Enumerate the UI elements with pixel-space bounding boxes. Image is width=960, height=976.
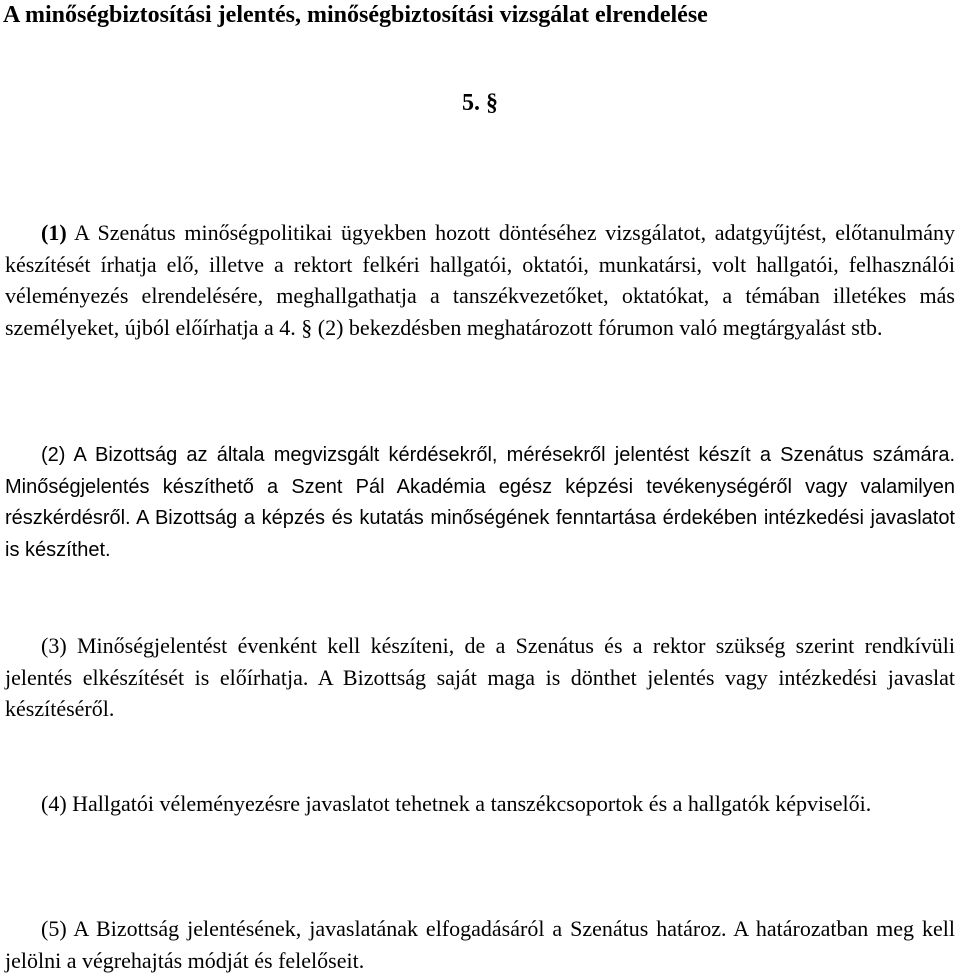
paragraph-number: (2) <box>41 444 66 466</box>
paragraph-number: (4) <box>41 791 67 816</box>
paragraph-2 <box>5 440 955 566</box>
section-heading: 5. § <box>462 90 498 116</box>
paragraph-number: (3) <box>41 633 67 658</box>
paragraph-text: A Bizottság az általa megvizsgált kérdésekről, mérésekről jelentést készít a Szenátus számára. Minőségjelentés készíthető a Szent Pál Akadémia egész képzési tevékenységéről vagy valamilyen részkérdésről. A Bizottság a képzés és kutatás minőségének fenntartása érdekében intézkedési javaslatot is készíthet. <box>5 444 956 561</box>
paragraph-3 <box>5 630 955 725</box>
paragraph-text: Hallgatói véleményezésre javaslatot tehetnek a tanszékcsoportok és a hallgatók képviselői. <box>72 791 872 816</box>
paragraph-5 <box>5 913 955 976</box>
document-title: A minőségbiztosítási jelentés, minőségbiztosítási vizsgálat elrendelése <box>3 2 708 28</box>
paragraph-text: A Bizottság jelentésének, javaslatának elfogadásáról a Szenátus határoz. A határozatban meg kell jelölni a végrehajtás módját és felelőseit. <box>5 916 955 973</box>
paragraph-number: (1) <box>41 220 67 245</box>
paragraph-4 <box>5 788 955 820</box>
paragraph-text: A Szenátus minőségpolitikai ügyekben hozott döntéséhez vizsgálatot, adatgyűjtést, előtanulmány készítését írhatja elő, illetve a rektort felkéri hallgatói, oktatói, munkatársi, volt hallgatói, felhasználói véleményezés elrendelésére, meghallgathatja a tanszékvezetőket, oktatókat, a témában illetékes más személyeket, újból előírhatja a 4. § (2) bekezdésben meghatározott fórumon való megtárgyalást stb. <box>5 220 955 340</box>
paragraph-text: Minőségjelentést évenként kell készíteni, de a Szenátus és a rektor szükség szerint rendkívüli jelentés elkészítését is előírhatja. A Bizottság saját maga is dönthet jelentés vagy intézkedési javaslat készítéséről. <box>5 633 956 721</box>
paragraph-number: (5) <box>41 916 67 941</box>
paragraph-1 <box>5 217 955 343</box>
